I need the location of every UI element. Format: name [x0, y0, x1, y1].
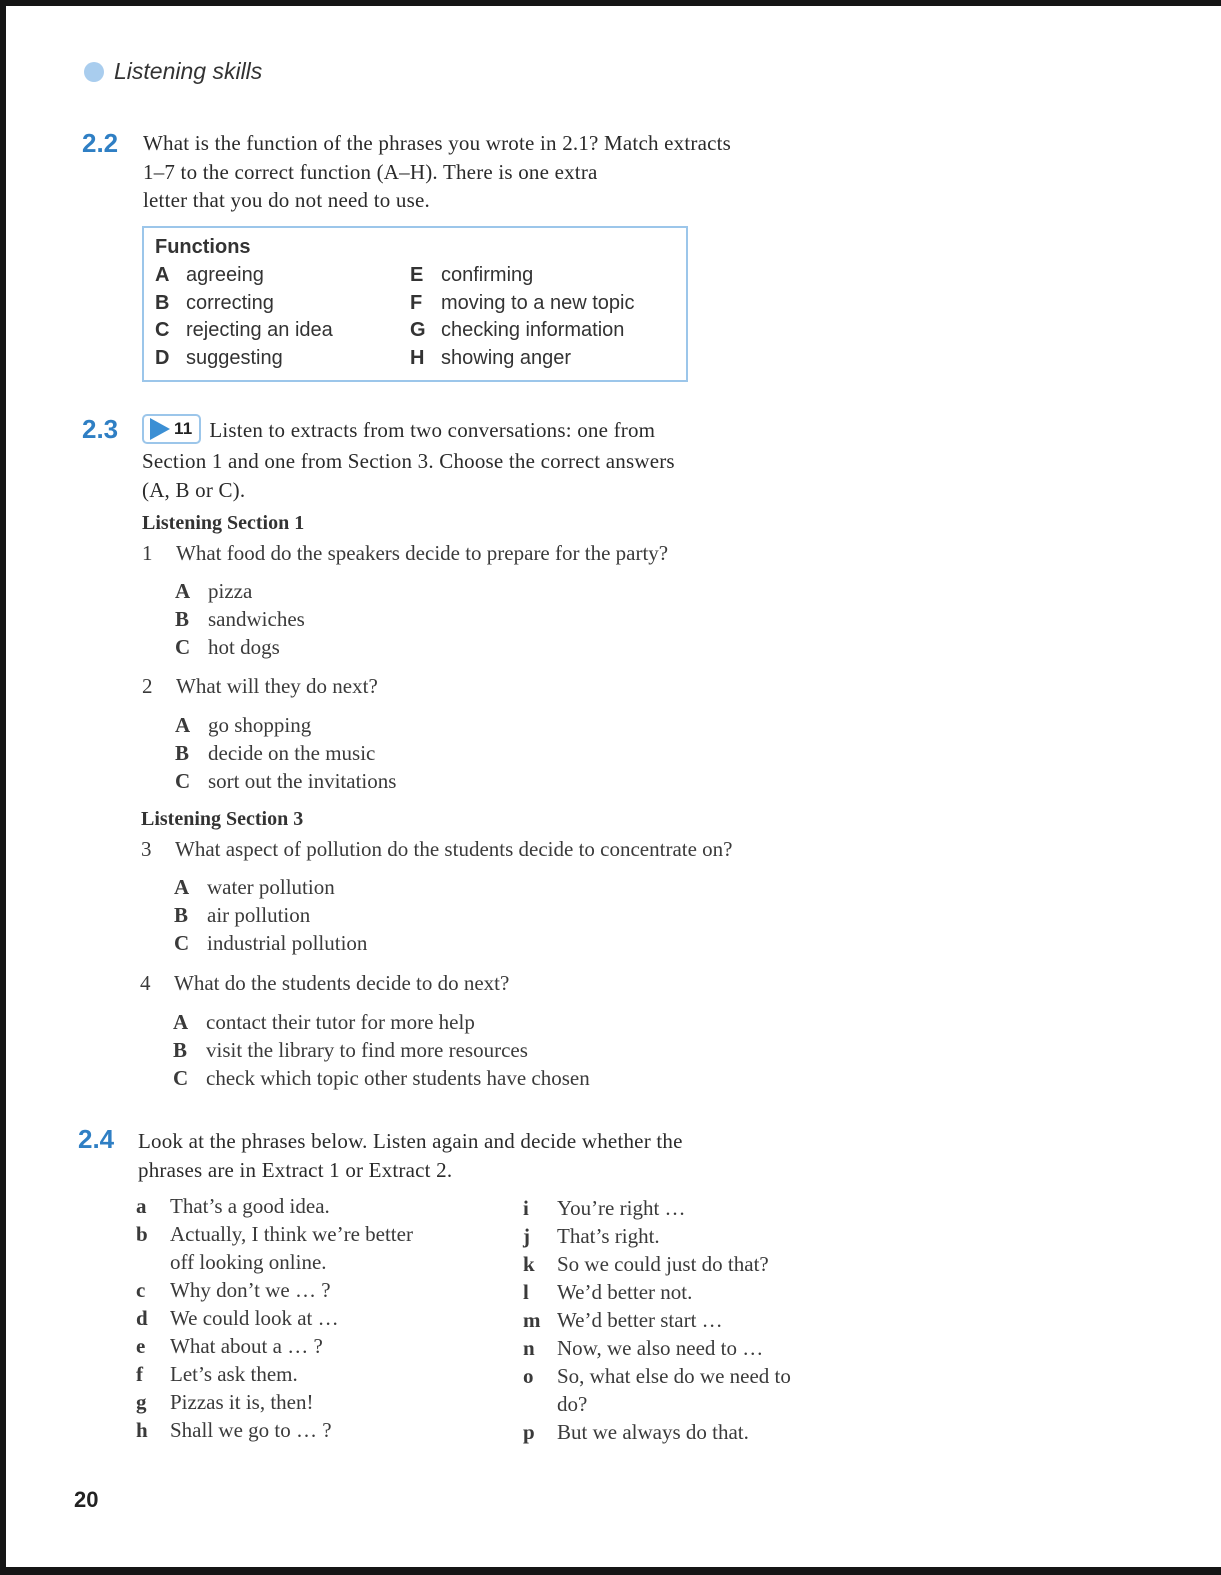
exercise-instructions — [143, 129, 731, 215]
scan-edge-top — [0, 0, 1221, 6]
answer-option: B decide on the music — [175, 741, 376, 765]
function-item: H showing anger — [410, 347, 572, 369]
question: 4 What do the students decide to do next? — [140, 971, 510, 995]
phrase-item: f Let’s ask them. — [136, 1362, 298, 1386]
phrase-item: b Actually, I think we’re better — [136, 1222, 413, 1246]
phrase-item: c Why don’t we … ? — [136, 1278, 331, 1302]
exercise-instructions — [138, 1127, 683, 1184]
phrase-item: m We’d better start … — [523, 1308, 723, 1332]
functions-title: Functions — [155, 236, 251, 258]
answer-option: C industrial pollution — [174, 931, 368, 955]
answer-option: C sort out the invitations — [175, 769, 397, 793]
scan-edge-left — [0, 0, 6, 1575]
answer-option: A contact their tutor for more help — [173, 1010, 475, 1034]
phrase-item: h Shall we go to … ? — [136, 1418, 332, 1442]
section-header-title: Listening skills — [114, 58, 263, 84]
phrase-item: p But we always do that. — [523, 1420, 749, 1444]
answer-option: C hot dogs — [175, 635, 280, 659]
audio-track-button[interactable] — [142, 414, 201, 444]
listening-section-title: Listening Section 3 — [141, 808, 304, 830]
answer-option: B sandwiches — [175, 607, 305, 631]
exercise-number: 2.2 — [82, 128, 119, 158]
function-item: E confirming — [410, 264, 534, 286]
phrase-item: k So we could just do that? — [523, 1252, 769, 1276]
exercise-number: 2.4 — [78, 1124, 115, 1154]
scan-edge-bottom — [0, 1567, 1221, 1575]
page-number: 20 — [74, 1487, 99, 1512]
phrase-item: g Pizzas it is, then! — [136, 1390, 314, 1414]
listening-section-title: Listening Section 1 — [142, 512, 305, 534]
functions-box — [142, 226, 688, 382]
instruction-line: letter that you do not need to use. — [143, 188, 430, 212]
question: 1 What food do the speakers decide to prepare for the party? — [142, 541, 669, 565]
instruction-line: What is the function of the phrases you wrote in 2.1? Match extracts — [143, 131, 732, 155]
function-item: C rejecting an idea — [155, 319, 333, 341]
phrase-item: j That’s right. — [523, 1224, 660, 1248]
instruction-line: 11 Listen to extracts from two conversations: one from — [142, 416, 675, 447]
function-item: A agreeing — [155, 264, 264, 286]
answer-option: C check which topic other students have chosen — [173, 1066, 590, 1090]
audio-track-number: 11 — [174, 418, 193, 438]
function-item: B correcting — [155, 292, 274, 314]
section-header — [84, 58, 262, 85]
play-icon — [150, 418, 170, 440]
function-item: D suggesting — [155, 347, 283, 369]
bullet-dot-icon — [84, 62, 104, 82]
answer-option: B visit the library to find more resources — [173, 1038, 528, 1062]
answer-option: A pizza — [175, 579, 253, 603]
phrase-item-continued: do? — [557, 1392, 588, 1416]
phrase-item: l We’d better not. — [523, 1280, 693, 1304]
phrases-left-column — [136, 1192, 413, 1444]
phrase-item: n Now, we also need to … — [523, 1336, 764, 1360]
instruction-line: (A, B or C). — [142, 477, 246, 502]
question: 3 What aspect of pollution do the students decide to concentrate on? — [141, 837, 733, 861]
phrase-item: a That’s a good idea. — [136, 1194, 330, 1218]
instruction-line: 1–7 to the correct function (A–H). There is one extra — [143, 159, 598, 184]
phrase-item: e What about a … ? — [136, 1334, 323, 1358]
phrases-right-column — [523, 1194, 791, 1446]
function-item: G checking information — [410, 319, 625, 341]
exercise-number: 2.3 — [82, 414, 119, 444]
instruction-line: Section 1 and one from Section 3. Choose the correct answers — [142, 449, 675, 474]
phrase-item: d We could look at … — [136, 1306, 339, 1330]
phrase-item: i You’re right … — [523, 1196, 686, 1220]
answer-option: B air pollution — [174, 903, 311, 927]
instruction-line: phrases are in Extract 1 or Extract 2. — [138, 1157, 453, 1182]
exercise-instructions — [142, 416, 675, 504]
phrase-item: o So, what else do we need to — [523, 1364, 791, 1388]
instruction-line: Look at the phrases below. Listen again and decide whether the — [138, 1129, 683, 1153]
answer-option: A go shopping — [175, 713, 312, 737]
question: 2 What will they do next? — [142, 674, 378, 698]
answer-option: A water pollution — [174, 875, 335, 899]
function-item: F moving to a new topic — [410, 292, 635, 314]
phrase-item-continued: off looking online. — [170, 1250, 327, 1274]
